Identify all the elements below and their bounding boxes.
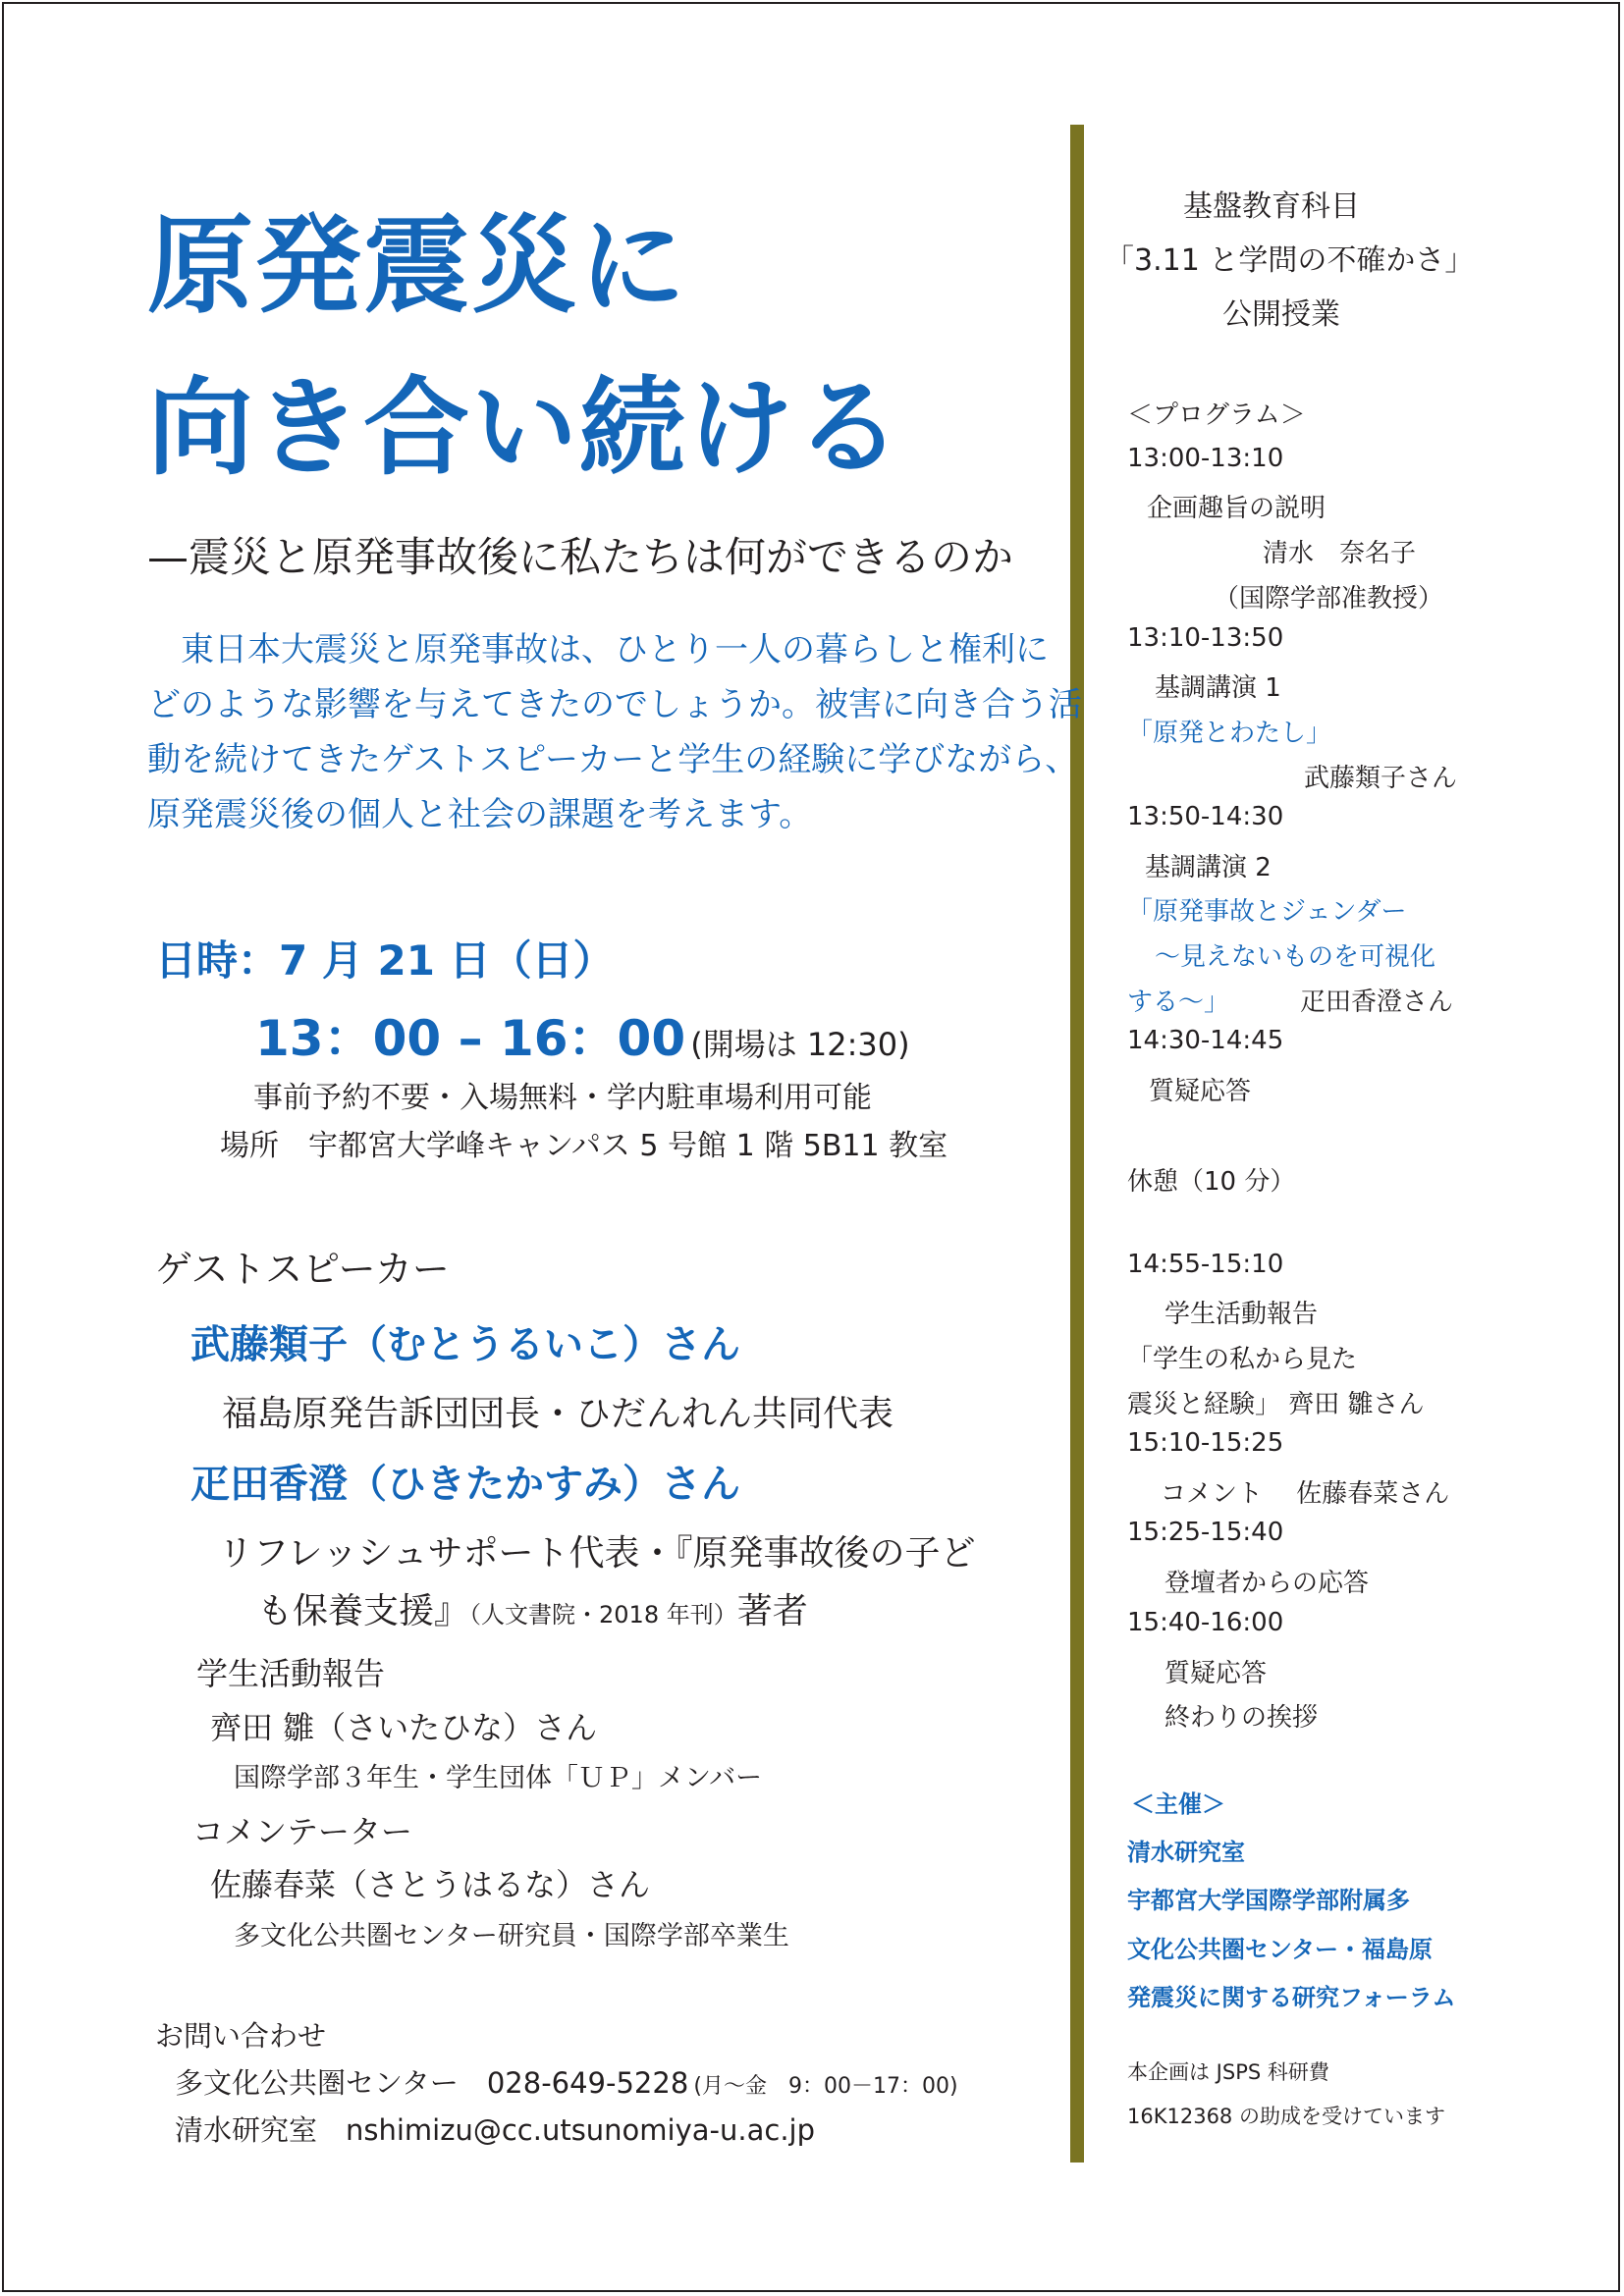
organizer: 宇都宮大学国際学部附属多 — [1127, 1887, 1410, 1914]
program-label: 学生活動報告 — [1164, 1300, 1319, 1329]
event-notice: 事前予約不要・入場無料・学内駐車場利用可能 — [253, 1081, 872, 1115]
funding-note: 本企画は JSPS 科研費 — [1127, 2060, 1329, 2084]
program-time: 13:50-14:30 — [1127, 802, 1284, 831]
program-person: 清水 奈名子 — [1263, 539, 1417, 568]
program-label: 質疑応答 — [1164, 1659, 1268, 1688]
commentator-heading: コメンテーター — [192, 1813, 413, 1850]
program-title: 「原発とわたし」 — [1127, 719, 1332, 748]
program-label: 基調講演 1 — [1155, 673, 1281, 703]
intro-line: 原発震災後の個人と社会の課題を考えます。 — [147, 795, 813, 834]
program-title: する～」 — [1127, 988, 1230, 1017]
program-person: 武藤類子さん — [1304, 764, 1458, 793]
funding-note: 16K12368 の助成を受けています — [1127, 2105, 1445, 2128]
intro-line: 動を続けてきたゲストスピーカーと学生の経験に学びながら、 — [147, 740, 1079, 779]
program-title: ～見えないものを可視化 — [1155, 942, 1436, 972]
program-time: 15:40-16:00 — [1127, 1608, 1284, 1637]
program-title: 震災と経験」 齊田 雛さん — [1127, 1390, 1425, 1419]
course-open-class: 公開授業 — [1222, 297, 1340, 332]
student-description: 国際学部３年生・学生団体「ＵＰ」メンバー — [234, 1763, 763, 1793]
intro-line: 東日本大震災と原発事故は、ひとり一人の暮らしと権利に — [147, 630, 1049, 669]
program-time: 14:55-15:10 — [1127, 1250, 1284, 1279]
program-time: 14:30-14:45 — [1127, 1026, 1284, 1055]
program-time: 15:25-15:40 — [1127, 1518, 1284, 1547]
event-time-row — [255, 999, 910, 1070]
program-time: 13:10-13:50 — [1127, 623, 1284, 653]
program-title: 企画趣旨の説明 — [1147, 494, 1326, 523]
title-line-1: 原発震災に — [147, 205, 688, 328]
organizer: 清水研究室 — [1127, 1839, 1245, 1866]
contact-hours: (月～金 9：00－17：00) — [693, 2074, 958, 2099]
program-title: 「学生の私から見た — [1127, 1345, 1358, 1374]
student-report-heading: 学生活動報告 — [196, 1655, 386, 1692]
organizer: 文化公共圏センター・福島原 — [1127, 1936, 1434, 1963]
student-name: 齊田 雛（さいたひな）さん — [210, 1709, 598, 1746]
speaker-2-description-line-1: リフレッシュサポート代表・『原発事故後の子ど — [218, 1533, 976, 1574]
program-affiliation: （国際学部准教授） — [1214, 584, 1444, 614]
book-publisher: （人文書院・2018 年刊） — [469, 1601, 737, 1629]
contact-lab: 清水研究室 nshimizu@cc.utsunomiya-u.ac.jp — [175, 2113, 816, 2147]
program-break: 休憩（10 分） — [1127, 1167, 1296, 1197]
commentator-description: 多文化公共圏センター研究員・国際学部卒業生 — [234, 1921, 789, 1951]
commentator-name: 佐藤春菜（さとうはるな）さん — [210, 1866, 651, 1903]
intro-paragraph — [147, 622, 1082, 842]
title-line-2: 向き合い続ける — [147, 367, 904, 490]
program-title: 「原発事故とジェンダー — [1127, 897, 1407, 927]
course-title: 「3.11 と学問の不確かさ」 — [1105, 243, 1475, 278]
book-title: も保養支援』 — [257, 1591, 470, 1631]
program-label: 質疑応答 — [1149, 1077, 1252, 1106]
event-date: 日時：7 月 21 日（日） — [155, 936, 615, 985]
speaker-2-name: 疋田香澄（ひきたかすみ）さん — [190, 1462, 740, 1507]
program-label: 登壇者からの応答 — [1164, 1569, 1370, 1598]
course-category: 基盤教育科目 — [1183, 189, 1360, 224]
author-label: 著者 — [736, 1591, 808, 1631]
speaker-1-name: 武藤類子（むとうるいこ）さん — [190, 1322, 740, 1367]
program-time: 13:00-13:10 — [1127, 444, 1284, 473]
contact-center-row — [175, 2061, 958, 2102]
speaker-1-description: 福島原発告訴団団長・ひだんれん共同代表 — [222, 1394, 894, 1434]
program-label: 基調講演 2 — [1145, 853, 1272, 882]
event-place: 場所 宇都宮大学峰キャンパス 5 号館 1 階 5B11 教室 — [220, 1129, 948, 1163]
program-person: 疋田香澄さん — [1300, 988, 1454, 1017]
subtitle: —震災と原発事故後に私たちは何ができるのか — [147, 533, 1014, 581]
guest-heading: ゲストスピーカー — [155, 1248, 450, 1291]
program-label: コメント 佐藤春菜さん — [1161, 1479, 1450, 1509]
organizer-heading: ＜主催＞ — [1131, 1790, 1225, 1818]
program-heading: ＜プログラム＞ — [1127, 400, 1306, 430]
intro-line: どのような影響を与えてきたのでしょうか。被害に向き合う活 — [147, 685, 1082, 724]
column-divider — [1070, 125, 1084, 2163]
speaker-2-description-line-2 — [257, 1583, 808, 1633]
event-opening: (開場は 12:30) — [690, 1026, 910, 1063]
contact-heading: お問い合わせ — [155, 2019, 327, 2053]
event-time: 13：00 – 16：00 — [255, 1010, 686, 1067]
contact-center: 多文化公共圏センター 028-649-5228 — [175, 2066, 689, 2100]
program-time: 15:10-15:25 — [1127, 1428, 1284, 1458]
program-label: 終わりの挨拶 — [1164, 1703, 1319, 1733]
organizer: 発震災に関する研究フォーラム — [1127, 1984, 1456, 2011]
